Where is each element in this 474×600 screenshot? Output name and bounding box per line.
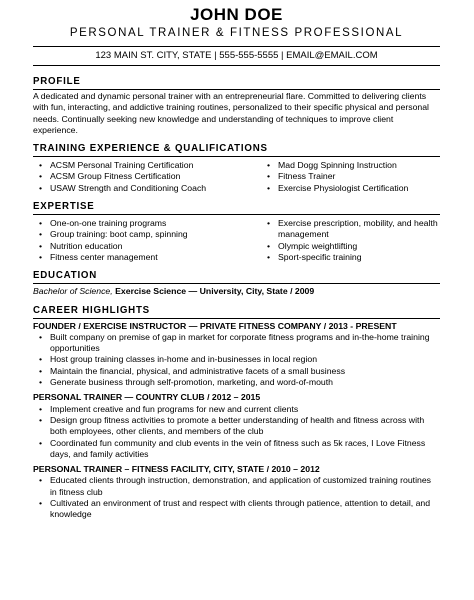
list-item: • Nutrition education	[33, 241, 253, 252]
job-title: PERSONAL TRAINER – FITNESS FACILITY, CITY, STATE / 2010 – 2012	[33, 464, 320, 475]
candidate-name: JOHN DOE	[190, 5, 283, 24]
list-item: • Group training: boot camp, spinning	[33, 229, 253, 240]
list-item: • Generate business through self-promotion, marketing, and word-of-mouth	[33, 377, 440, 388]
degree-details: Exercise Science — University, City, State / 2009	[115, 286, 315, 297]
list-item: • One-on-one training programs	[33, 218, 253, 229]
profile-text: A dedicated and dynamic personal trainer with an entrepreneurial flare. Committed to delivering clients with fun, interacting, and addictive training routines, personalized to their specific physical and personal needs. Continually seeking new knowledge and understanding of techniques to improve client experience.	[33, 91, 429, 135]
expertise-heading: EXPERTISE	[33, 201, 440, 215]
list-item: • Built company on premise of gap in market for corporate fitness programs and in-the-home training opportunities	[33, 332, 440, 355]
list-item: • Implement creative and fun programs for new and current clients	[33, 404, 440, 415]
job-title: PERSONAL TRAINER — COUNTRY CLUB / 2012 – 2015	[33, 392, 261, 403]
expertise-list	[33, 218, 440, 263]
list-item: • ACSM Personal Training Certification	[33, 160, 253, 171]
list-item: • Design group fitness activities to promote a better understanding of health and fitness across with both employees, other clients, and members of the club	[33, 415, 440, 438]
list-item: • ACSM Group Fitness Certification	[33, 171, 253, 182]
list-item: • Host group training classes in-home and in-businesses in local region	[33, 354, 440, 365]
job-bullets	[33, 332, 440, 388]
training-heading: TRAINING EXPERIENCE & QUALIFICATIONS	[33, 143, 440, 157]
education-heading: EDUCATION	[33, 270, 440, 284]
profile-heading: PROFILE	[33, 76, 440, 90]
job-bullets	[33, 404, 440, 460]
education-entry	[33, 286, 440, 297]
list-item: • USAW Strength and Conditioning Coach	[33, 183, 253, 194]
list-item: • Mad Dogg Spinning Instruction	[261, 160, 440, 171]
list-item: • Exercise Physiologist Certification	[261, 183, 440, 194]
list-item: • Cultivated an environment of trust and respect with clients through patience, attention to detail, and knowledge	[33, 498, 440, 521]
career-heading: CAREER HIGHLIGHTS	[33, 305, 440, 319]
list-item: • Coordinated fun community and club events in the vein of fitness such as 5k races, I Love Fitness days, and family activities	[33, 438, 440, 461]
list-item: • Olympic weightlifting	[261, 241, 440, 252]
list-item: • Fitness Trainer	[261, 171, 440, 182]
list-item: • Maintain the financial, physical, and administrative facets of a small business	[33, 366, 440, 377]
list-item: • Sport-specific training	[261, 252, 440, 263]
list-item: • Educated clients through instruction, demonstration, and application of customized training routines in fitness club	[33, 475, 440, 498]
job-bullets	[33, 475, 440, 520]
job-title: FOUNDER / EXERCISE INSTRUCTOR — PRIVATE FITNESS COMPANY / 2013 - PRESENT	[33, 320, 397, 331]
training-list	[33, 160, 440, 194]
degree-name: Bachelor of Science,	[33, 286, 113, 297]
contact-info: 123 MAIN ST. CITY, STATE | 555-555-5555 | EMAIL@EMAIL.COM	[33, 46, 440, 66]
list-item: • Exercise prescription, mobility, and health management	[261, 218, 440, 241]
list-item: • Fitness center management	[33, 252, 253, 263]
candidate-tagline: PERSONAL TRAINER & FITNESS PROFESSIONAL	[69, 27, 404, 39]
